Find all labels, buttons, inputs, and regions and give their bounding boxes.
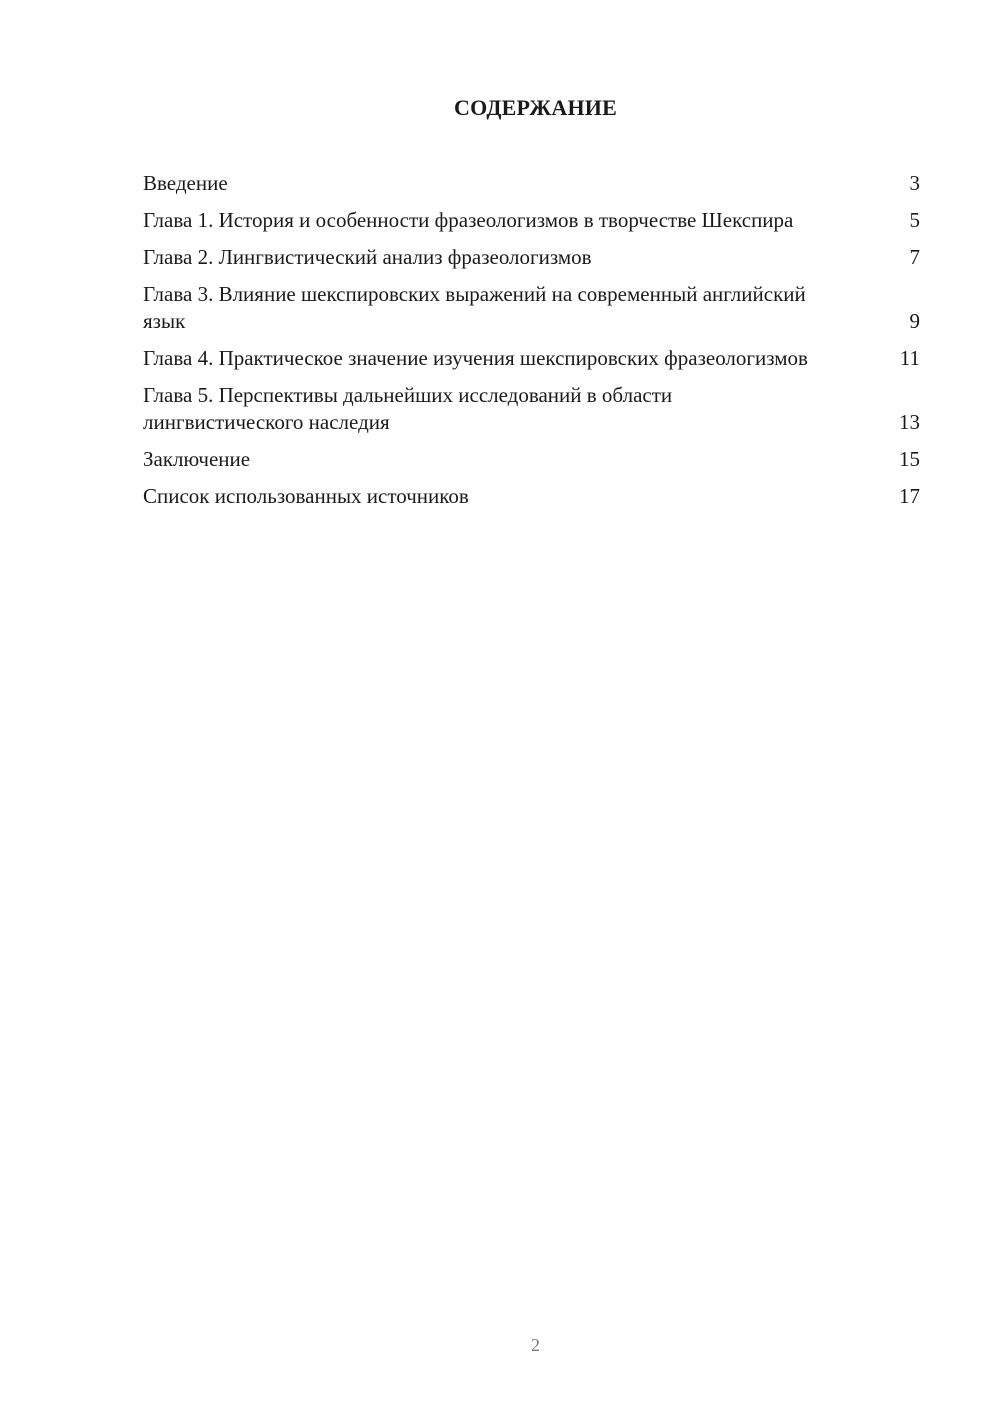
- toc-entry-page: 5: [909, 208, 920, 232]
- toc-entry-title: Глава 2. Лингвистический анализ фразеологизмов: [143, 245, 592, 269]
- toc-entry-title: Глава 3. Влияние шекспировских выражений на современный английский язык: [143, 282, 806, 333]
- toc-entry-title: Глава 1. История и особенности фразеологизмов в творчестве Шекспира: [143, 208, 794, 232]
- toc-entry-references[interactable]: [143, 483, 920, 510]
- toc-entry-page: 17: [899, 484, 920, 508]
- toc-entry-page: 11: [899, 346, 920, 370]
- toc-entry-chapter-4[interactable]: [143, 345, 920, 372]
- toc-entry-conclusion[interactable]: [143, 446, 920, 473]
- toc-entry-chapter-2[interactable]: [143, 244, 920, 271]
- toc-entry-chapter-5[interactable]: [143, 382, 920, 436]
- toc-entry-chapter-3[interactable]: [143, 281, 920, 335]
- toc-entry-page: 15: [899, 447, 920, 471]
- toc-entry-title: Глава 4. Практическое значение изучения шекспировских фразеологизмов: [143, 346, 808, 370]
- toc-entry-page: 7: [909, 245, 920, 269]
- toc-entry-page: 13: [899, 410, 920, 434]
- toc-entry-title: Заключение: [143, 447, 251, 471]
- toc-entry-title: Глава 5. Перспективы дальнейших исследований в области лингвистического наследия: [143, 383, 673, 434]
- toc-entry-page: 9: [909, 309, 920, 333]
- toc-entry-introduction[interactable]: [143, 170, 920, 197]
- table-of-contents: [143, 170, 920, 520]
- page-number: 2: [531, 1335, 540, 1355]
- toc-entry-page: 3: [909, 171, 920, 195]
- page-title: СОДЕРЖАНИЕ: [454, 95, 617, 120]
- toc-entry-chapter-1[interactable]: [143, 207, 920, 234]
- toc-entry-title: Список использованных источников: [143, 484, 469, 508]
- toc-entry-title: Введение: [143, 171, 228, 195]
